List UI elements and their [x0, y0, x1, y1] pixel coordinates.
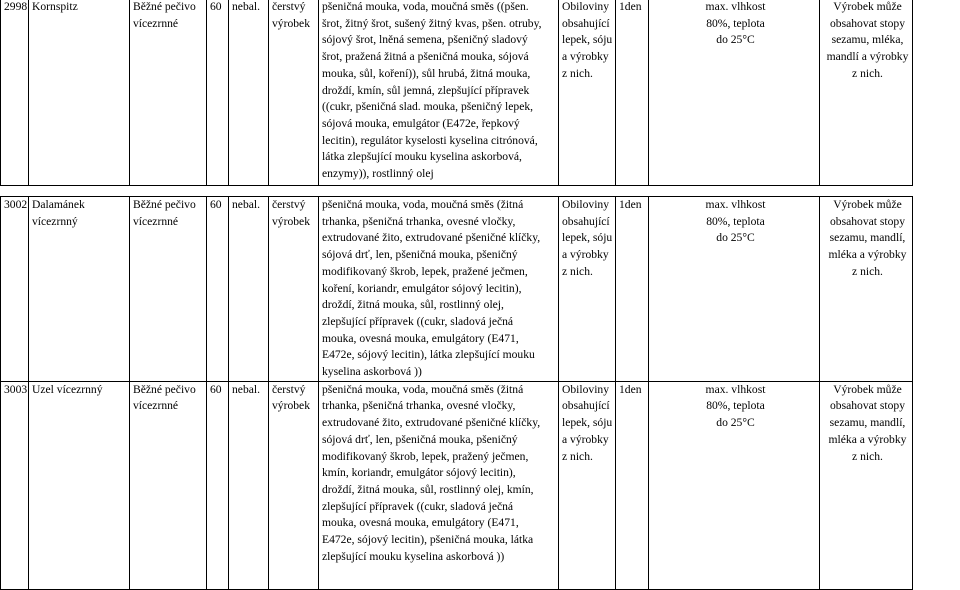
product-storage: max. vlhkost 80%, teplota do 25°C: [649, 381, 820, 589]
product-expiry: 1den: [616, 197, 649, 382]
product-name: Kornspitz: [29, 0, 130, 186]
product-allergens: Obiloviny obsahující lepek, sóju a výrobky z nich.: [559, 381, 616, 589]
product-storage: max. vlhkost 80%, teplota do 25°C: [649, 197, 820, 382]
table-row: [1, 381, 913, 589]
product-id: 2998: [1, 0, 29, 186]
product-note: Výrobek může obsahovat stopy sezamu, mandlí, mléka a výrobky z nich.: [820, 197, 913, 382]
product-id: 3003: [1, 381, 29, 589]
product-storage: max. vlhkost 80%, teplota do 25°C: [649, 0, 820, 186]
product-unit: nebal.: [229, 0, 269, 186]
product-expiry: 1den: [616, 381, 649, 589]
product-unit: nebal.: [229, 381, 269, 589]
product-category: Běžné pečivo vícezrnné: [130, 0, 207, 186]
product-name: Uzel vícezrnný: [29, 381, 130, 589]
product-table-bottom: [0, 196, 913, 590]
product-name: Dalamánek vícezrnný: [29, 197, 130, 382]
product-state: čerstvý výrobek: [269, 381, 319, 589]
product-state: čerstvý výrobek: [269, 0, 319, 186]
product-category: Běžné pečivo vícezrnné: [130, 381, 207, 589]
product-id: 3002: [1, 197, 29, 382]
product-allergens: Obiloviny obsahující lepek, sóju a výrobky z nich.: [559, 197, 616, 382]
product-category: Běžné pečivo vícezrnné: [130, 197, 207, 382]
product-composition: pšeničná mouka, voda, moučná směs ((pšen. šrot, žitný šrot, sušený žitný kvas, pšen. otruby, sójový šrot, lněná semena, pšeničný sladový šrot, pražená žitná a pšeničná mouka, sójová mouka, sůl, koření)), sůl hrubá, žitná mouka, droždí, kmín, sůl jemná, zlepšující přípravek ((cukr, pšeničná slad. mouka, pšeničný lepek, sójová mouka, emulgátor (E472e, řepkový lecitin), regulátor kyselosti kyselina citrónová, látka zlepšující mouku kyselina askorbová, enzymy)), rostlinný olej: [319, 0, 559, 186]
product-composition: pšeničná mouka, voda, moučná směs (žitná trhanka, pšeničná trhanka, ovesné vločky, extrudované žito, extrudované pšeničné klíčky, sójová drť, len, pšeničná mouka, pšeničný modifikovaný škrob, lepek, pražený ječmen, kmín, koriandr, emulgátor sójový lecitin), droždí, žitná mouka, sůl, rostlinný olej, kmín, zlepšující přípravek ((cukr, sladová ječná mouka, ovesná mouka, emulgátory (E471, E472e, sójový lecitin), pšeničná mouka, látka zlepšující mouku kyselina askorbová )): [319, 381, 559, 589]
product-weight: 60: [207, 381, 229, 589]
table-row: [1, 197, 913, 382]
product-weight: 60: [207, 0, 229, 186]
product-unit: nebal.: [229, 197, 269, 382]
table-row: [1, 0, 913, 186]
product-note: Výrobek může obsahovat stopy sezamu, mandlí, mléka a výrobky z nich.: [820, 381, 913, 589]
product-weight: 60: [207, 197, 229, 382]
product-table-top: [0, 0, 913, 186]
product-expiry: 1den: [616, 0, 649, 186]
product-note: Výrobek může obsahovat stopy sezamu, mléka, mandlí a výrobky z nich.: [820, 0, 913, 186]
product-state: čerstvý výrobek: [269, 197, 319, 382]
product-composition: pšeničná mouka, voda, moučná směs (žitná trhanka, pšeničná trhanka, ovesné vločky, extrudované žito, extrudované pšeničné klíčky, sójová drť, len, pšeničná mouka, pšeničný modifikovaný škrob, lepek, pražené ječmen, koření, koriandr, emulgátor sójový lecitin), droždí, žitná mouka, sůl, rostlinný olej, zlepšující přípravek ((cukr, sladová ječná mouka, ovesná mouka, emulgátory (E471, E472e, sójový lecitin), látka zlepšující mouku kyselina askorbová )): [319, 197, 559, 382]
product-allergens: Obiloviny obsahující lepek, sóju a výrobky z nich.: [559, 0, 616, 186]
